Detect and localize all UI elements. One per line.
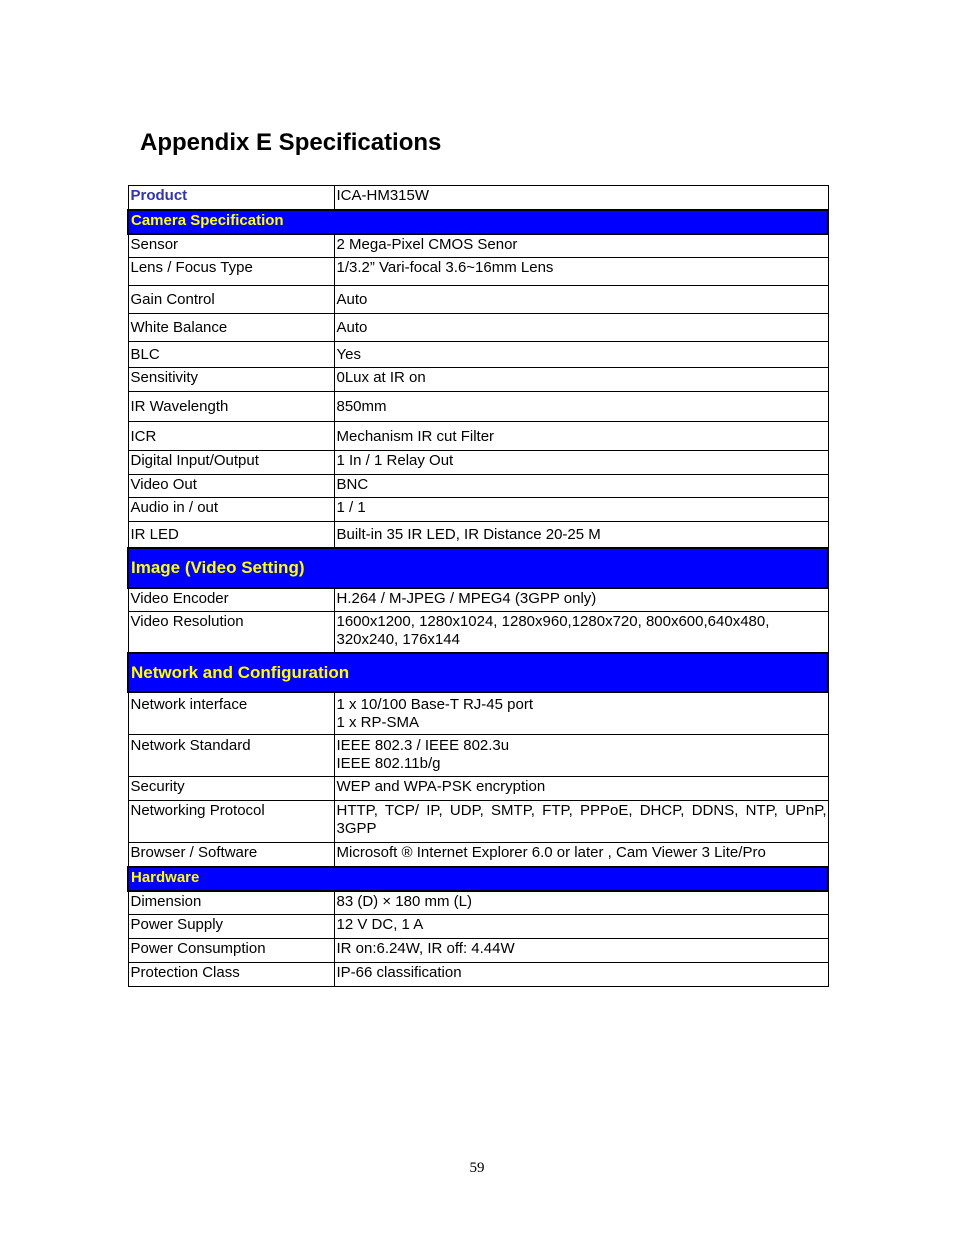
spec-value: BNC [334, 475, 828, 498]
section-title: Network and Configuration [128, 653, 828, 692]
spec-label: Protection Class [128, 963, 334, 987]
spec-value: H.264 / M-JPEG / MPEG4 (3GPP only) [334, 588, 828, 612]
table-row [128, 735, 828, 777]
spec-value: WEP and WPA-PSK encryption [334, 777, 828, 801]
spec-value: Yes [334, 342, 828, 368]
spec-value-line: 1 x 10/100 Base-T RJ-45 port [336, 695, 533, 713]
spec-label: Power Consumption [128, 939, 334, 963]
spec-label: Security [128, 777, 334, 801]
spec-value [334, 735, 828, 777]
spec-value-line: 1600x1200, 1280x1024, 1280x960,1280x720, 800x600,640x480, [336, 613, 770, 630]
table-row [128, 915, 828, 939]
spec-value [334, 612, 828, 653]
spec-label: Sensitivity [128, 368, 334, 392]
spec-value-line: 320x240, 176x144 [336, 631, 460, 648]
spec-value: 1/3.2” Vari-focal 3.6~16mm Lens [334, 258, 828, 286]
spec-label: Video Out [128, 475, 334, 498]
table-row [128, 186, 828, 210]
spec-value-line: IEEE 802.3 / IEEE 802.3u [336, 737, 510, 754]
spec-label: IR LED [128, 522, 334, 548]
spec-value: Microsoft ® Internet Explorer 6.0 or later , Cam Viewer 3 Lite/Pro [334, 843, 828, 867]
spec-value: Auto [334, 314, 828, 342]
spec-label: Sensor [128, 234, 334, 258]
spec-value: Auto [334, 286, 828, 314]
spec-label: Gain Control [128, 286, 334, 314]
table-row [128, 843, 828, 867]
table-row [128, 258, 828, 286]
table-row [128, 451, 828, 475]
spec-value: Mechanism IR cut Filter [334, 422, 828, 451]
table-row [128, 368, 828, 392]
table-row [128, 342, 828, 368]
table-row [128, 777, 828, 801]
spec-value: 0Lux at IR on [334, 368, 828, 392]
spec-label: Network interface [128, 692, 334, 735]
section-header-network [128, 653, 828, 692]
spec-label: Power Supply [128, 915, 334, 939]
spec-value: 850mm [334, 392, 828, 422]
spec-label: Lens / Focus Type [128, 258, 334, 286]
spec-label: Browser / Software [128, 843, 334, 867]
spec-value [334, 692, 828, 735]
product-value: ICA-HM315W [334, 186, 828, 210]
section-title: Hardware [128, 867, 828, 891]
table-row [128, 692, 828, 735]
table-row [128, 422, 828, 451]
table-row [128, 392, 828, 422]
section-title: Camera Specification [128, 210, 828, 234]
spec-value: IP-66 classification [334, 963, 828, 987]
spec-value: 2 Mega-Pixel CMOS Senor [334, 234, 828, 258]
table-row [128, 801, 828, 843]
spec-value: 12 V DC, 1 A [334, 915, 828, 939]
table-row [128, 234, 828, 258]
spec-value: HTTP, TCP/ IP, UDP, SMTP, FTP, PPPoE, DHCP, DDNS, NTP, UPnP, 3GPP [334, 801, 828, 843]
spec-value: Built-in 35 IR LED, IR Distance 20-25 M [334, 522, 828, 548]
table-row [128, 939, 828, 963]
spec-label: ICR [128, 422, 334, 451]
table-row [128, 286, 828, 314]
table-row [128, 963, 828, 987]
section-header-image [128, 548, 828, 588]
spec-label: IR Wavelength [128, 392, 334, 422]
section-title: Image (Video Setting) [128, 548, 828, 588]
page-title: Appendix E Specifications [140, 129, 442, 156]
table-row [128, 498, 828, 522]
spec-value: IR on:6.24W, IR off: 4.44W [334, 939, 828, 963]
section-header-hardware [128, 867, 828, 891]
spec-label: Audio in / out [128, 498, 334, 522]
spec-label: Video Encoder [128, 588, 334, 612]
table-row [128, 522, 828, 548]
spec-label: White Balance [128, 314, 334, 342]
specifications-table [127, 185, 829, 987]
table-row [128, 588, 828, 612]
spec-label: Video Resolution [128, 612, 334, 653]
spec-label: Dimension [128, 891, 334, 915]
table-row [128, 475, 828, 498]
page-number: 59 [469, 1160, 485, 1176]
spec-value: 1 In / 1 Relay Out [334, 451, 828, 475]
spec-value: 83 (D) × 180 mm (L) [334, 891, 828, 915]
spec-label: BLC [128, 342, 334, 368]
table-row [128, 612, 828, 653]
spec-label: Networking Protocol [128, 801, 334, 843]
spec-value-line: 1 x RP-SMA [336, 713, 420, 731]
table-row [128, 891, 828, 915]
section-header-camera [128, 210, 828, 234]
spec-label: Network Standard [128, 735, 334, 777]
spec-value: 1 / 1 [334, 498, 828, 522]
table-row [128, 314, 828, 342]
spec-label: Digital Input/Output [128, 451, 334, 475]
spec-value-line: IEEE 802.11b/g [336, 755, 441, 772]
product-label: Product [128, 186, 334, 210]
